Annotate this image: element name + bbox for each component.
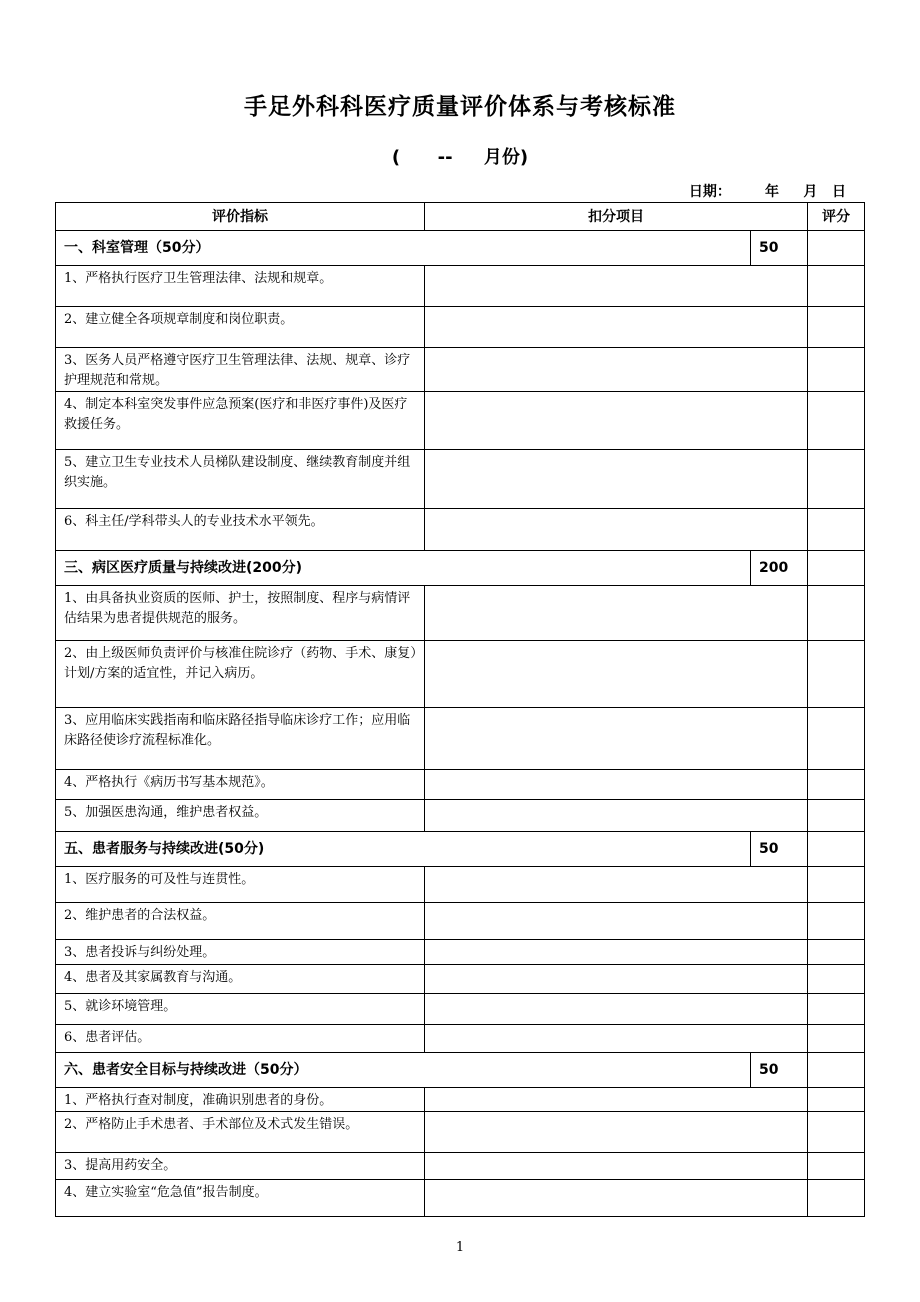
score-cell[interactable] (808, 940, 865, 965)
indicator-cell: 2、由上级医师负责评价与核准住院诊疗（药物、手术、康复）计划/方案的适宜性，并记入病历。 (56, 641, 425, 708)
score-cell[interactable] (808, 307, 865, 348)
table-row (56, 450, 865, 509)
section-row (56, 832, 865, 867)
deduction-cell[interactable] (425, 1153, 808, 1180)
section-score-cell[interactable] (808, 551, 865, 586)
table-row (56, 307, 865, 348)
table-row (56, 965, 865, 994)
section-points: 50 (751, 832, 808, 867)
evaluation-table (55, 202, 865, 1217)
deduction-cell[interactable] (425, 641, 808, 708)
score-cell[interactable] (808, 1180, 865, 1217)
table-row (56, 641, 865, 708)
table-row (56, 1180, 865, 1217)
indicator-cell: 3、应用临床实践指南和临床路径指导临床诊疗工作；应用临床路径使诊疗流程标准化。 (56, 708, 425, 770)
table-row (56, 509, 865, 551)
score-cell[interactable] (808, 903, 865, 940)
score-cell[interactable] (808, 1153, 865, 1180)
deduction-cell[interactable] (425, 867, 808, 903)
score-cell[interactable] (808, 1112, 865, 1153)
section-score-cell[interactable] (808, 231, 865, 266)
section-points: 50 (751, 1053, 808, 1088)
deduction-cell[interactable] (425, 1025, 808, 1053)
header-deduction: 扣分项目 (425, 203, 808, 231)
section-row (56, 551, 865, 586)
deduction-cell[interactable] (425, 307, 808, 348)
indicator-cell: 4、严格执行《病历书写基本规范》。 (56, 770, 425, 800)
section-points: 200 (751, 551, 808, 586)
indicator-cell: 5、加强医患沟通，维护患者权益。 (56, 800, 425, 832)
table-row (56, 708, 865, 770)
page-subtitle: ( -- 月份) (391, 147, 529, 168)
table-row (56, 392, 865, 450)
table-row (56, 994, 865, 1025)
page-number: 1 (455, 1240, 465, 1255)
section-row (56, 231, 865, 266)
table-row (56, 1153, 865, 1180)
section-score-cell[interactable] (808, 1053, 865, 1088)
indicator-cell: 6、患者评估。 (56, 1025, 425, 1053)
date-line: 日期： 年 月 日 (688, 184, 846, 200)
table-header-row (56, 203, 865, 231)
table-row (56, 266, 865, 307)
indicator-cell: 6、科主任/学科带头人的专业技术水平领先。 (56, 509, 425, 551)
section-score-cell[interactable] (808, 832, 865, 867)
indicator-cell: 4、制定本科室突发事件应急预案(医疗和非医疗事件)及医疗救援任务。 (56, 392, 425, 450)
deduction-cell[interactable] (425, 770, 808, 800)
indicator-cell: 1、严格执行医疗卫生管理法律、法规和规章。 (56, 266, 425, 307)
table-row (56, 800, 865, 832)
deduction-cell[interactable] (425, 994, 808, 1025)
deduction-cell[interactable] (425, 392, 808, 450)
indicator-cell: 5、建立卫生专业技术人员梯队建设制度、继续教育制度并组织实施。 (56, 450, 425, 509)
indicator-cell: 4、患者及其家属教育与沟通。 (56, 965, 425, 994)
score-cell[interactable] (808, 348, 865, 392)
page-title: 手足外科科医疗质量评价体系与考核标准 (244, 94, 676, 120)
indicator-cell: 2、严格防止手术患者、手术部位及术式发生错误。 (56, 1112, 425, 1153)
deduction-cell[interactable] (425, 509, 808, 551)
indicator-cell: 1、严格执行查对制度，准确识别患者的身份。 (56, 1088, 425, 1112)
deduction-cell[interactable] (425, 940, 808, 965)
score-cell[interactable] (808, 641, 865, 708)
indicator-cell: 4、建立实验室“危急值”报告制度。 (56, 1180, 425, 1217)
table-row (56, 1025, 865, 1053)
table-row (56, 586, 865, 641)
indicator-cell: 3、患者投诉与纠纷处理。 (56, 940, 425, 965)
deduction-cell[interactable] (425, 348, 808, 392)
indicator-cell: 3、提高用药安全。 (56, 1153, 425, 1180)
deduction-cell[interactable] (425, 586, 808, 641)
score-cell[interactable] (808, 392, 865, 450)
table-row (56, 1088, 865, 1112)
section-title: 六、患者安全目标与持续改进（50分） (56, 1053, 751, 1088)
score-cell[interactable] (808, 800, 865, 832)
table-row (56, 867, 865, 903)
deduction-cell[interactable] (425, 708, 808, 770)
section-row (56, 1053, 865, 1088)
score-cell[interactable] (808, 965, 865, 994)
section-points: 50 (751, 231, 808, 266)
deduction-cell[interactable] (425, 965, 808, 994)
score-cell[interactable] (808, 708, 865, 770)
header-indicator: 评价指标 (56, 203, 425, 231)
score-cell[interactable] (808, 1088, 865, 1112)
indicator-cell: 2、建立健全各项规章制度和岗位职责。 (56, 307, 425, 348)
section-title: 五、患者服务与持续改进(50分) (56, 832, 751, 867)
table-row (56, 770, 865, 800)
deduction-cell[interactable] (425, 1112, 808, 1153)
deduction-cell[interactable] (425, 800, 808, 832)
score-cell[interactable] (808, 867, 865, 903)
score-cell[interactable] (808, 770, 865, 800)
table-row (56, 348, 865, 392)
score-cell[interactable] (808, 1025, 865, 1053)
score-cell[interactable] (808, 450, 865, 509)
deduction-cell[interactable] (425, 450, 808, 509)
deduction-cell[interactable] (425, 1088, 808, 1112)
score-cell[interactable] (808, 586, 865, 641)
deduction-cell[interactable] (425, 266, 808, 307)
indicator-cell: 3、医务人员严格遵守医疗卫生管理法律、法规、规章、诊疗护理规范和常规。 (56, 348, 425, 392)
deduction-cell[interactable] (425, 903, 808, 940)
table-row (56, 1112, 865, 1153)
table-row (56, 903, 865, 940)
indicator-cell: 5、就诊环境管理。 (56, 994, 425, 1025)
header-score: 评分 (808, 203, 865, 231)
section-title: 一、科室管理（50分） (56, 231, 751, 266)
score-cell[interactable] (808, 266, 865, 307)
table-row (56, 940, 865, 965)
score-cell[interactable] (808, 509, 865, 551)
indicator-cell: 2、维护患者的合法权益。 (56, 903, 425, 940)
score-cell[interactable] (808, 994, 865, 1025)
deduction-cell[interactable] (425, 1180, 808, 1217)
indicator-cell: 1、由具备执业资质的医师、护士，按照制度、程序与病情评估结果为患者提供规范的服务。 (56, 586, 425, 641)
indicator-cell: 1、医疗服务的可及性与连贯性。 (56, 867, 425, 903)
section-title: 三、病区医疗质量与持续改进(200分) (56, 551, 751, 586)
